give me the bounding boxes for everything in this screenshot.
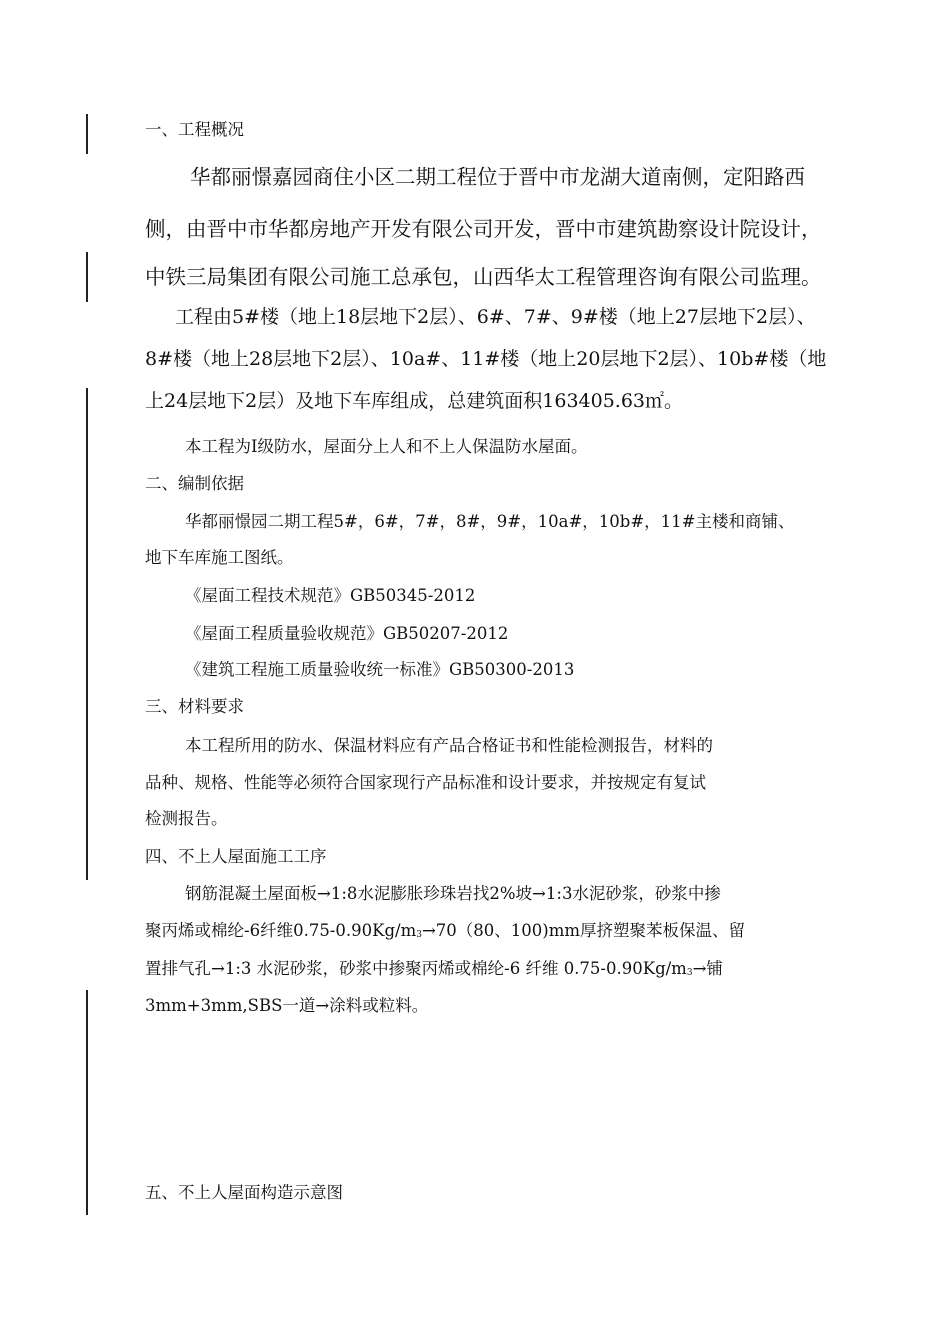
margin-bar: [86, 388, 88, 880]
basis-standard-1: 《屋面工程技术规范》GB50345-2012: [185, 586, 476, 605]
procedure-line-2-a: 聚丙烯或棉纶-6纤维0.75-0.90Kg/m: [145, 921, 417, 940]
procedure-line-3-b: →铺: [692, 959, 723, 978]
unit-subscript: 3: [416, 930, 422, 940]
overview-line-6: [145, 386, 683, 413]
procedure-line-3-a: 置排气孔→1:3 水泥砂浆，砂浆中掺聚丙烯或棉纶-6 纤维 0.75-0.90Kg/m: [145, 959, 687, 978]
margin-bar: [86, 114, 88, 154]
overview-line-5: 8#楼（地上28层地下2层）、10a#、11#楼（地上20层地下2层）、10b#楼（地: [145, 348, 827, 370]
overview-line-3: 中铁三局集团有限公司施工总承包，山西华太工程管理咨询有限公司监理。: [145, 265, 822, 289]
overview-line-6-text: 上24层地下2层）及地下车库组成，总建筑面积163405.63㎡。: [145, 390, 684, 412]
section-heading-5: 五、不上人屋面构造示意图: [145, 1183, 343, 1202]
section-heading-2: 二、编制依据: [145, 474, 244, 493]
margin-bar: [86, 990, 88, 1215]
overview-line-4: 工程由5#楼（地上18层地下2层）、6#、7#、9#楼（地上27层地下2层）、: [175, 306, 816, 328]
basis-drawings-line-1: 华都丽憬园二期工程5#，6#，7#，8#，9#，10a#，10b#，11#主楼和商铺、: [185, 512, 795, 531]
section-heading-4: 四、不上人屋面施工工序: [145, 847, 327, 866]
basis-standard-3: 《建筑工程施工质量验收统一标准》GB50300-2013: [185, 660, 575, 679]
procedure-line-2-b: →70（80、100)mm厚挤塑聚苯板保温、留: [421, 921, 745, 940]
unit-subscript: 3: [686, 968, 693, 978]
materials-line-2: 品种、规格、性能等必须符合国家现行产品标准和设计要求，并按规定有复试: [145, 773, 706, 792]
section-heading-1: 一、工程概况: [145, 120, 244, 139]
section-heading-3: 三、材料要求: [145, 697, 244, 716]
procedure-line-2: [145, 917, 745, 941]
basis-standard-2: 《屋面工程质量验收规范》GB50207-2012: [185, 624, 509, 643]
margin-bar: [86, 252, 88, 302]
overview-line-1: 华都丽憬嘉园商住小区二期工程位于晋中市龙湖大道南侧，定阳路西: [190, 165, 805, 189]
procedure-line-3: [145, 955, 723, 979]
materials-line-1: 本工程所用的防水、保温材料应有产品合格证书和性能检测报告，材料的: [185, 736, 713, 755]
procedure-line-1: 钢筋混凝土屋面板→1:8水泥膨胀珍珠岩找2%坡→1:3水泥砂浆，砂浆中掺: [185, 884, 721, 903]
materials-line-3: 检测报告。: [145, 809, 228, 828]
procedure-line-4: 3mm+3mm,SBS一道→涂料或粒料。: [145, 996, 429, 1015]
overview-line-2: 侧，由晋中市华都房地产开发有限公司开发，晋中市建筑勘察设计院设计，: [145, 217, 822, 241]
basis-drawings-line-2: 地下车库施工图纸。: [145, 548, 294, 567]
waterproof-grade-line: 本工程为Ⅰ级防水，屋面分上人和不上人保温防水屋面。: [185, 437, 588, 456]
